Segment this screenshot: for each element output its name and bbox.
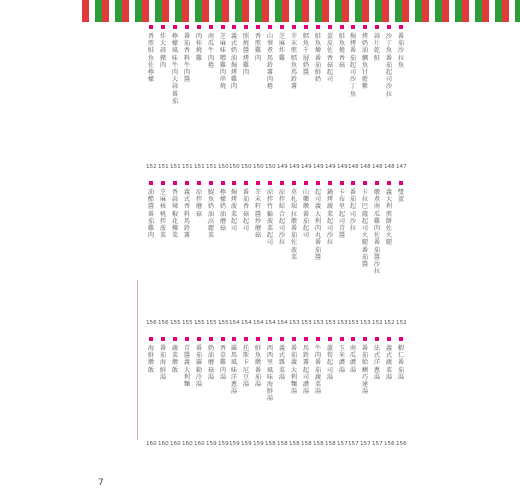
- bullet-icon: [149, 337, 153, 341]
- bullet-icon: [304, 25, 308, 29]
- toc-entry-title: 鮭魚捲香菇: [338, 33, 346, 69]
- toc-entry-title: 蛋皮佐香菇起司: [326, 33, 334, 84]
- page-number: 7: [98, 478, 104, 488]
- toc-entry-title: 香煎雞肉: [254, 33, 262, 62]
- toc-entry-title: 焗烤番茄起司沙丁魚: [349, 33, 357, 98]
- toc-entry-title: 番茄海鮮湯: [159, 345, 167, 381]
- toc-entry-page: 152: [384, 320, 395, 326]
- bullet-icon: [304, 337, 308, 341]
- toc-entry-page: 154: [241, 320, 252, 326]
- bullet-icon: [375, 181, 379, 185]
- toc-entry-page: 149: [289, 164, 300, 170]
- toc-entry-title: 焗烤菠菜起司: [230, 189, 238, 233]
- toc-entry-title: 卡布里起司青醬: [338, 189, 346, 240]
- bullet-icon: [328, 337, 332, 341]
- toc-entry-page: 160: [146, 441, 157, 447]
- bullet-icon: [280, 25, 284, 29]
- toc-entry-title: 芝麻炸雞: [278, 33, 286, 62]
- toc-entry-page: 152: [372, 320, 383, 326]
- toc-entry-page: 156: [384, 441, 395, 447]
- bullet-icon: [149, 181, 153, 185]
- toc-entry-title: 卡拉巴薩起司火腿番茄醬: [361, 189, 369, 269]
- toc-entry-title: 托斯卡尼豆湯: [242, 345, 250, 389]
- bullet-icon: [268, 337, 272, 341]
- bullet-icon: [173, 25, 177, 29]
- toc-entry-title: 沙丁魚番茄起司沙拉: [385, 33, 393, 98]
- toc-entry-title: 炸大蒜豬肉: [159, 33, 167, 69]
- toc-entry-page: 148: [384, 164, 395, 170]
- toc-entry-title: 海鮮燉飯: [147, 345, 155, 374]
- toc-entry-title: 油醋醬番茄雞肉: [147, 189, 155, 240]
- toc-entry-page: 159: [229, 441, 240, 447]
- toc-entry-page: 149: [325, 164, 336, 170]
- bullet-icon: [292, 337, 296, 341]
- bullet-icon: [173, 337, 177, 341]
- bullet-icon: [375, 337, 379, 341]
- toc-entry-title: 蔬菜燉飯: [171, 345, 179, 374]
- bullet-icon: [280, 337, 284, 341]
- bullet-icon: [387, 337, 391, 341]
- toc-entry-title: 烤奶油鯛魚甘藍紫: [361, 33, 369, 91]
- toc-entry-page: 150: [218, 164, 229, 170]
- toc-entry-title: 涼拌蘑菇: [195, 189, 203, 218]
- toc-entry-title: 山葵煮馬鈴薯肉捲: [266, 33, 274, 91]
- toc-entry-title: 芥末煎鱈魚馬鈴薯: [290, 33, 298, 91]
- toc-entry-title: 檸檬風味牛肉大蒜番茄: [171, 33, 179, 105]
- toc-entry-page: 151: [194, 164, 205, 170]
- toc-entry-page: 149: [277, 164, 288, 170]
- toc-entry-page: 157: [348, 441, 359, 447]
- toc-entry-title: 奶油蘑菇湯: [207, 345, 215, 381]
- toc-entry-page: 154: [253, 320, 264, 326]
- toc-entry-title: 番茄香料牛肉醬: [183, 33, 191, 84]
- bullet-icon: [244, 337, 248, 341]
- toc-entry-page: 150: [241, 164, 252, 170]
- toc-entry-title: 涼拌竹輪菠菜起司: [266, 189, 274, 247]
- toc-entry-title: 牛肉番茄蔬菜湯: [314, 345, 322, 396]
- toc-entry-title: 山藥燉番茄起司: [302, 189, 310, 240]
- toc-entry-page: 147: [396, 164, 407, 170]
- bullet-icon: [209, 181, 213, 185]
- toc-entry-page: 148: [372, 164, 383, 170]
- toc-entry-page: 160: [182, 441, 193, 447]
- bullet-icon: [256, 181, 260, 185]
- bullet-icon: [161, 25, 165, 29]
- toc-entry-page: 157: [360, 441, 371, 447]
- bullet-icon: [316, 337, 320, 341]
- toc-entry-title: 檸檬奶油蘑菇: [219, 189, 227, 233]
- toc-entry-title: 番茄香菇起司: [242, 189, 250, 233]
- toc-entry-page: 150: [229, 164, 240, 170]
- toc-entry-title: 番茄羅勒冷湯: [195, 345, 203, 389]
- toc-entry-page: 153: [313, 320, 324, 326]
- bullet-icon: [149, 25, 153, 29]
- toc-entry-title: 羅馬風味洋蔥湯: [230, 345, 238, 396]
- toc-entry-page: 153: [325, 320, 336, 326]
- bullet-icon: [351, 25, 355, 29]
- toc-entry-page: 153: [360, 320, 371, 326]
- toc-entry-title: 香煎鮭魚佐檸檬: [147, 33, 155, 84]
- toc-entry-title: 南瓜牛肉捲: [207, 33, 215, 69]
- bullet-icon: [328, 25, 332, 29]
- toc-entry-title: 起司義大利肉丸番茄醬: [314, 189, 322, 261]
- bullet-icon: [268, 25, 272, 29]
- toc-entry-page: 150: [253, 164, 264, 170]
- toc-entry-page: 160: [158, 441, 169, 447]
- toc-entry-title: 青醬義大利麵: [183, 345, 191, 389]
- toc-entry-title: 鯷魚奶油高麗菜: [207, 189, 215, 240]
- bullet-icon: [399, 25, 403, 29]
- toc-entry-page: 155: [182, 320, 193, 326]
- toc-entry-page: 159: [206, 441, 217, 447]
- bullet-icon: [351, 181, 355, 185]
- bullet-icon: [375, 25, 379, 29]
- bullet-icon: [351, 337, 355, 341]
- toc-entry-title: 番茄起司沙拉: [349, 189, 357, 233]
- toc-entry-page: 149: [301, 164, 312, 170]
- toc-entry-title: 鮮魚燉番茄湯: [254, 345, 262, 389]
- bullet-icon: [304, 181, 308, 185]
- toc-entry-title: 蘆筍起司湯: [326, 345, 334, 381]
- toc-entry-title: 西西里風味海鮮湯: [266, 345, 274, 403]
- toc-entry-page: 155: [218, 320, 229, 326]
- toc-entry-page: 151: [182, 164, 193, 170]
- toc-entry-title: 義大利煎餅佐火腿: [385, 189, 393, 247]
- toc-entry-page: 154: [229, 320, 240, 326]
- toc-entry-page: 158: [277, 441, 288, 447]
- toc-entry-page: 153: [337, 320, 348, 326]
- bullet-icon: [387, 181, 391, 185]
- bullet-icon: [232, 181, 236, 185]
- toc-entry-title: 義式雜菜湯: [278, 345, 286, 381]
- toc-entry-title: 燉煮南瓜雞肉佐番茄醬沙拉: [373, 189, 381, 276]
- bullet-icon: [292, 25, 296, 29]
- toc-entry-title: 南瓜濃湯: [349, 345, 357, 374]
- bullet-icon: [256, 337, 260, 341]
- bullet-icon: [185, 181, 189, 185]
- toc-entry-page: 153: [301, 320, 312, 326]
- toc-entry-page: 158: [325, 441, 336, 447]
- toc-entry-page: 151: [206, 164, 217, 170]
- toc-entry-page: 151: [170, 164, 181, 170]
- toc-entry-title: 義式奶油焗烤雞肉: [230, 33, 238, 91]
- toc-entry-page: 157: [372, 441, 383, 447]
- bullet-icon: [232, 25, 236, 29]
- toc-entry-title: 芝麻核桃拌菠菜: [159, 189, 167, 240]
- toc-entry-page: 153: [289, 320, 300, 326]
- toc-entry-page: 156: [396, 441, 407, 447]
- toc-entry-page: 160: [194, 441, 205, 447]
- toc-entry-title: 番茄義大利麵湯: [290, 345, 298, 396]
- toc-entry-page: 153: [348, 320, 359, 326]
- toc-entry-page: 151: [158, 164, 169, 170]
- toc-entry-page: 155: [206, 320, 217, 326]
- toc-entry-title: 照燒醬烤雞肉: [242, 33, 250, 77]
- bullet-icon: [387, 25, 391, 29]
- toc-entry-title: 鱈魚千層奶醬: [302, 33, 310, 77]
- toc-entry-title: 鍋烤蔬菜起司沙拉: [326, 189, 334, 247]
- toc-entry-page: 160: [170, 441, 181, 447]
- bullet-icon: [256, 25, 260, 29]
- bullet-icon: [316, 25, 320, 29]
- toc-entry-title: 馬鈴薯起司濃湯: [302, 345, 310, 396]
- bullet-icon: [340, 181, 344, 185]
- toc-entry-title: 莫札瑞拉燉番茄佐菠菜: [290, 189, 298, 261]
- bullet-icon: [316, 181, 320, 185]
- toc-entry-page: 149: [337, 164, 348, 170]
- toc-entry-page: 148: [360, 164, 371, 170]
- toc-entry-title: 肉桂燒雞: [195, 33, 203, 62]
- bullet-icon: [221, 181, 225, 185]
- toc-entry-page: 159: [253, 441, 264, 447]
- toc-entry-title: 芝麻味噌雞肉串燒: [219, 33, 227, 91]
- bullet-icon: [340, 337, 344, 341]
- bullet-icon: [363, 181, 367, 185]
- bullet-icon: [232, 337, 236, 341]
- bullet-icon: [161, 181, 165, 185]
- bullet-icon: [221, 25, 225, 29]
- bullet-icon: [161, 337, 165, 341]
- bullet-icon: [328, 181, 332, 185]
- toc-entry-page: 154: [265, 320, 276, 326]
- bullet-icon: [185, 337, 189, 341]
- bullet-icon: [197, 337, 201, 341]
- toc-entry-page: 156: [146, 320, 157, 326]
- toc-entry-title: 蒜片乾鮭: [373, 33, 381, 62]
- toc-entry-title: 鮭魚燴番茄鮮奶: [314, 33, 322, 84]
- bullet-icon: [209, 337, 213, 341]
- toc-entry-page: 152: [396, 320, 407, 326]
- toc-entry-page: 158: [313, 441, 324, 447]
- bullet-icon: [268, 181, 272, 185]
- bullet-icon: [173, 181, 177, 185]
- toc-entry-page: 155: [194, 320, 205, 326]
- toc-entry-title: 香蒜辣椒花椰菜: [171, 189, 179, 240]
- toc-entry-page: 152: [146, 164, 157, 170]
- toc-entry-title: 涼拌綜合起司沙拉: [278, 189, 286, 247]
- toc-entry-page: 155: [170, 320, 181, 326]
- toc-entry-title: 蝦仁番茄湯: [397, 345, 405, 381]
- toc-entry-page: 150: [265, 164, 276, 170]
- bullet-icon: [197, 181, 201, 185]
- bullet-icon: [399, 337, 403, 341]
- bullet-icon: [292, 181, 296, 185]
- toc-entry-page: 158: [301, 441, 312, 447]
- toc-entry-title: 義式香料馬鈴薯: [183, 189, 191, 240]
- toc-entry-title: 玉米濃湯: [338, 345, 346, 374]
- bullet-icon: [185, 25, 189, 29]
- toc-entry-page: 159: [218, 441, 229, 447]
- toc-entry-title: 法式洋蔥湯: [373, 345, 381, 381]
- toc-entry-title: 番茄沙拉魚: [397, 33, 405, 69]
- bullet-icon: [244, 25, 248, 29]
- toc-entry-title: 芥末籽醬炒蘑菇: [254, 189, 262, 240]
- toc-entry-title: 香草雞肉湯: [219, 345, 227, 381]
- bullet-icon: [280, 181, 284, 185]
- toc-entry-title: 番茄蛤蜊巧達湯: [361, 345, 369, 396]
- toc-entry-title: 義式蔬菜湯: [385, 345, 393, 381]
- toc-entry-page: 158: [265, 441, 276, 447]
- bullet-icon: [363, 337, 367, 341]
- bullet-icon: [340, 25, 344, 29]
- bullet-icon: [197, 25, 201, 29]
- bullet-icon: [244, 181, 248, 185]
- toc-entry-title: 雙蛋: [397, 189, 405, 204]
- toc-entry-page: 154: [277, 320, 288, 326]
- column-rule: [137, 280, 138, 440]
- bullet-icon: [363, 25, 367, 29]
- toc-entry-page: 156: [158, 320, 169, 326]
- bullet-icon: [399, 181, 403, 185]
- toc-entry-page: 157: [337, 441, 348, 447]
- bullet-icon: [209, 25, 213, 29]
- toc-entry-page: 159: [241, 441, 252, 447]
- toc-entry-page: 158: [289, 441, 300, 447]
- toc-entry-page: 149: [313, 164, 324, 170]
- bullet-icon: [221, 337, 225, 341]
- toc-entry-page: 148: [348, 164, 359, 170]
